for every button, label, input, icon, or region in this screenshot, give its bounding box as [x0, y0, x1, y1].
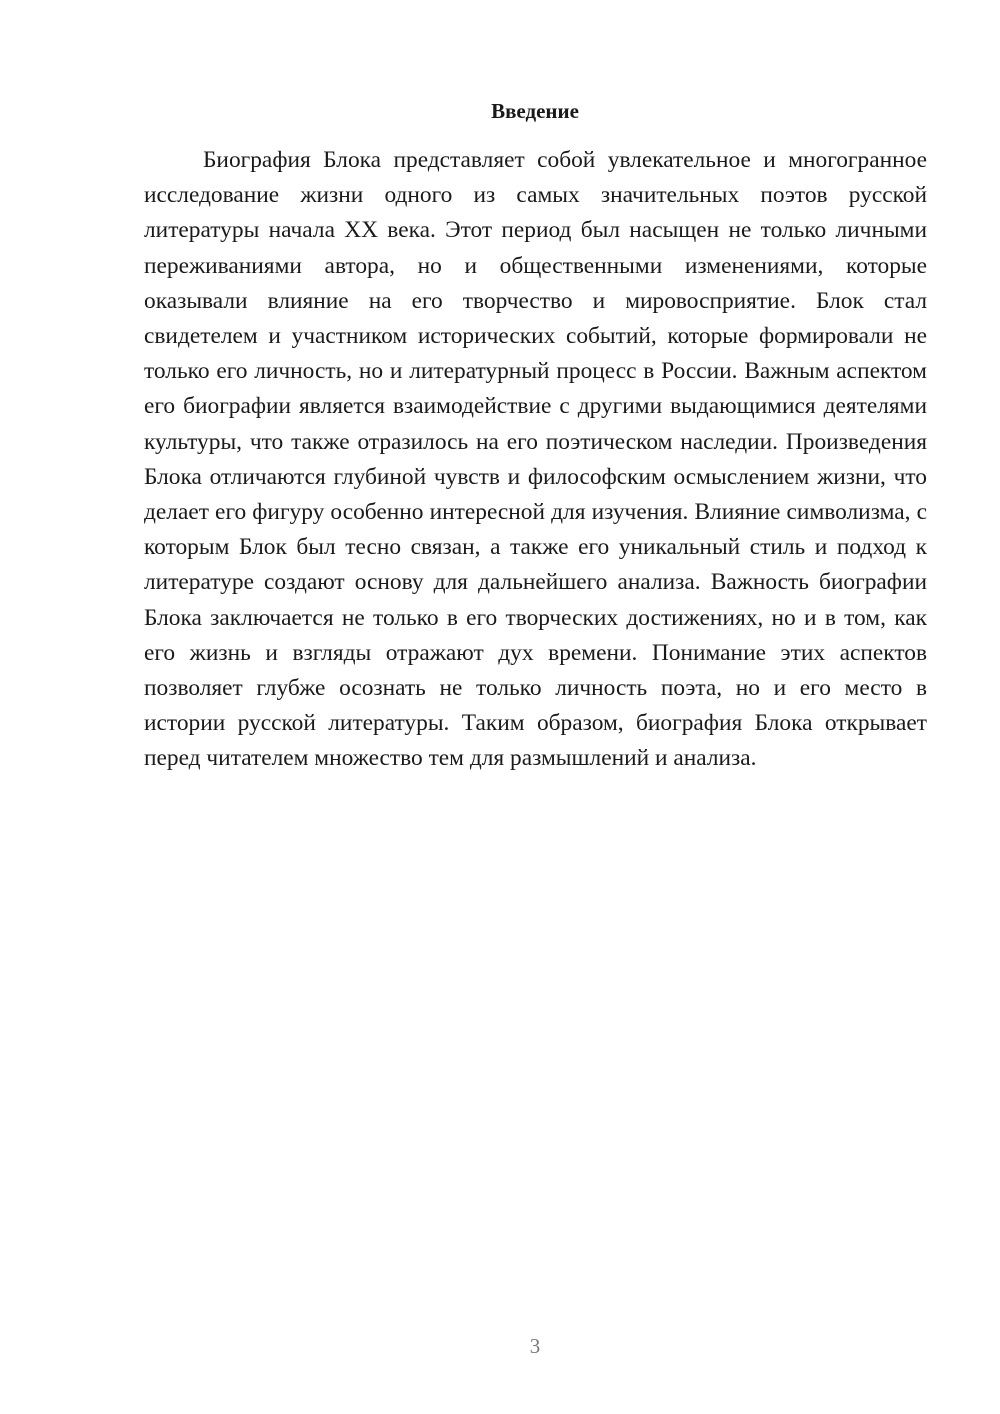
page-number: 3	[529, 1334, 541, 1358]
intro-paragraph: Биография Блока представляет собой увлекательное и многогранное исследование жизни одного из самых значительных поэтов русской литературы начала XX века. Этот период был насыщен не только личными переживаниями автора, но и общественными изменениями, которые оказывали влияние на его творчество и мировосприятие. Блок стал свидетелем и участником исторических событий, которые формировали не только его личность, но и литературный процесс в России. Важным аспектом его биографии является взаимодействие с другими выдающимися деятелями культуры, что также отразилось на его поэтическом наследии. Произведения Блока отличаются глубиной чувств и философским осмыслением жизни, что делает его фигуру особенно интересной для изучения. Влияние символизма, с которым Блок был тесно связан, а также его уникальный стиль и подход к литературе создают основу для дальнейшего анализа. Важность биографии Блока заключается не только в его творческих достижениях, но и в том, как его жизнь и взгляды отражают дух времени. Понимание этих аспектов позволяет глубже осознать не только личность поэта, но и его место в истории русской литературы. Таким образом, биография Блока открывает перед читателем множество тем для размышлений и анализа.	[144, 147, 927, 772]
page-title: Введение	[491, 99, 579, 123]
